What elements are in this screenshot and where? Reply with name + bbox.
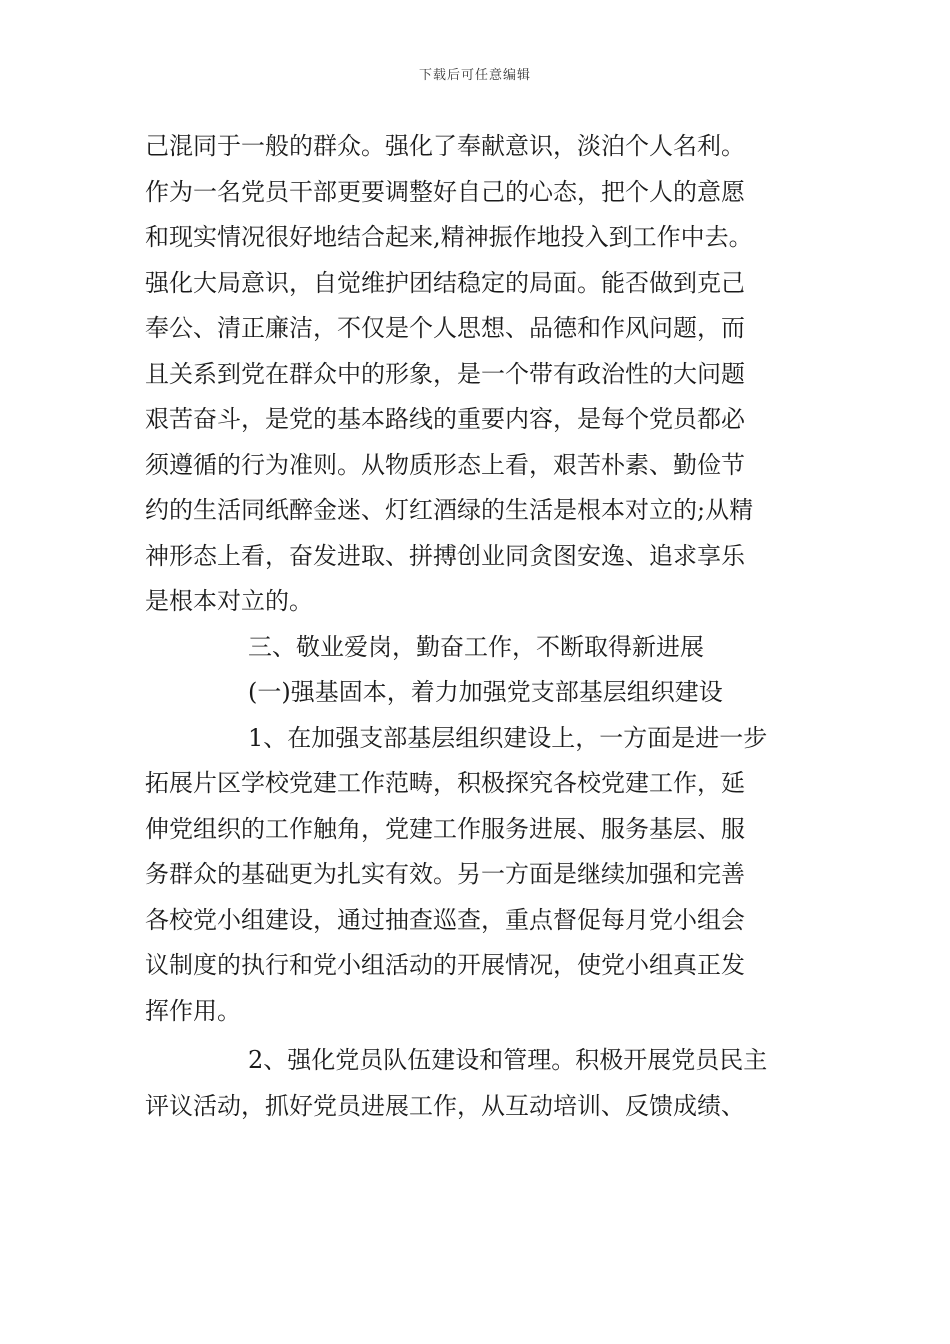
section-heading: 三、敬业爱岗，勤奋工作，不断取得新进展 <box>248 632 704 661</box>
page-header-note: 下载后可任意编辑 <box>418 68 531 83</box>
text-line: 须遵循的行为准则。从物质形态上看，艰苦朴素、勤俭节 <box>145 450 745 479</box>
text-line: 约的生活同纸醉金迷、灯红酒绿的生活是根本对立的;从精 <box>145 496 754 524</box>
text-line: 伸党组织的工作触角，党建工作服务进展、服务基层、服 <box>145 814 745 843</box>
text-line: 神形态上看，奋发进取、拼搏创业同贪图安逸、追求享乐 <box>145 541 745 570</box>
text-line: 2、强化党员队伍建设和管理。积极开展党员民主 <box>248 1046 768 1074</box>
document-body <box>145 124 810 1129</box>
text-line: 强化大局意识，自觉维护团结稳定的局面。能否做到克己 <box>145 268 745 297</box>
text-line: 1、在加强支部基层组织建设上，一方面是进一步 <box>248 723 768 752</box>
text-line: 奉公、清正廉洁，不仅是个人思想、品德和作风问题，而 <box>145 314 745 342</box>
text-line: 己混同于一般的群众。强化了奉献意识，淡泊个人名利。 <box>145 132 745 160</box>
text-line: 和现实情况很好地结合起来,精神振作地投入到工作中去。 <box>145 223 753 251</box>
text-line: 议制度的执行和党小组活动的开展情况，使党小组真正发 <box>145 951 745 979</box>
text-line: 评议活动，抓好党员进展工作，从互动培训、反馈成绩、 <box>145 1091 745 1120</box>
text-line: 务群众的基础更为扎实有效。另一方面是继续加强和完善 <box>145 860 745 888</box>
text-line: 作为一名党员干部更要调整好自己的心态，把个人的意愿 <box>145 177 745 206</box>
text-line: 且关系到党在群众中的形象，是一个带有政治性的大问题 <box>145 359 745 388</box>
text-line: 拓展片区学校党建工作范畴，积极探究各校党建工作，延 <box>145 769 745 797</box>
text-line: 各校党小组建设，通过抽查巡查，重点督促每月党小组会 <box>145 905 745 934</box>
text-line: 艰苦奋斗，是党的基本路线的重要内容，是每个党员都必 <box>145 405 745 433</box>
subsection-heading: (一)强基固本，着力加强党支部基层组织建设 <box>248 678 723 706</box>
text-line: 是根本对立的。 <box>145 587 313 615</box>
text-line: 挥作用。 <box>145 996 241 1025</box>
